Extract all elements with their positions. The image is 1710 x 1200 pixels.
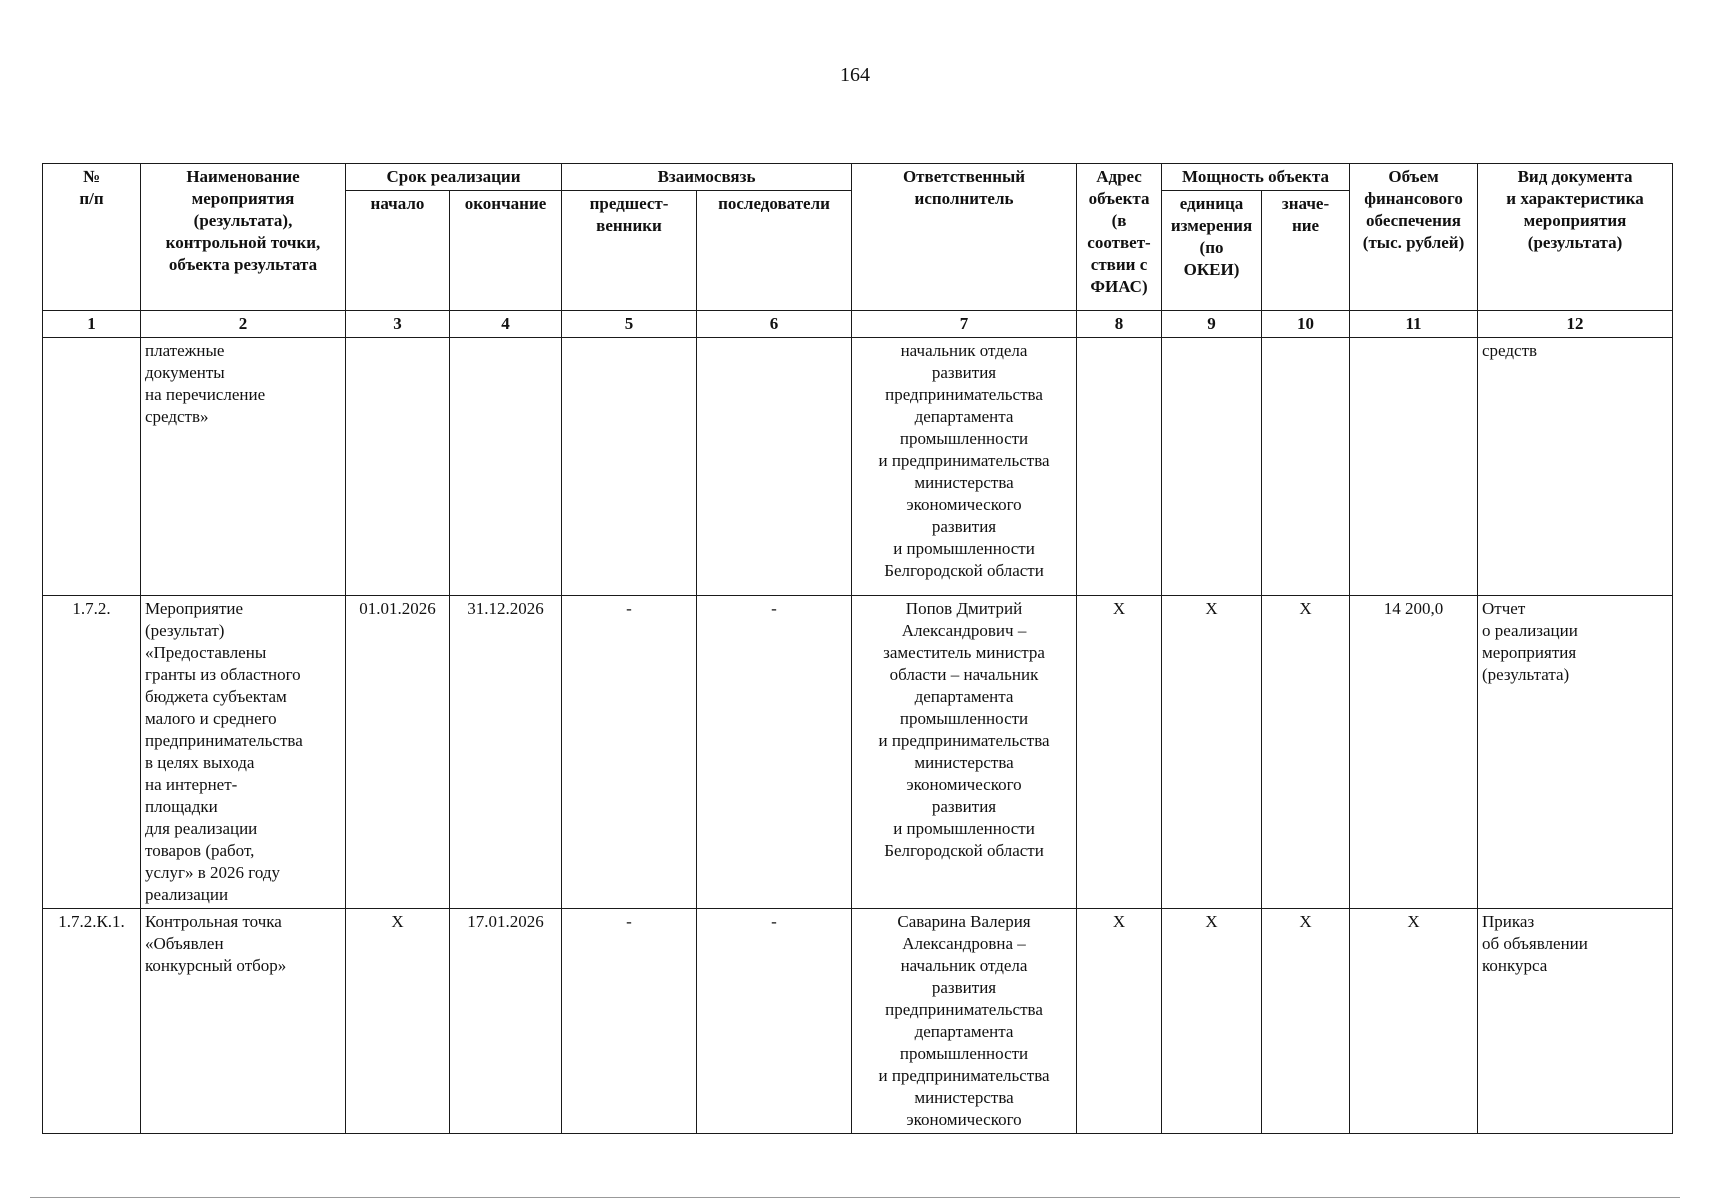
row-num [43, 338, 141, 596]
column-number: 12 [1478, 311, 1673, 338]
row-responsible: начальник отдела развития предпринимательства департамента промышленности и предпринимательства министерства экономического развития и промышленности Белгородской области [852, 338, 1077, 596]
page-number: 164 [840, 64, 870, 86]
table-row [43, 338, 1673, 596]
header-address: Адрес объекта (в соответ- ствии с ФИАС) [1077, 164, 1162, 311]
scan-bottom-rule [30, 1197, 1680, 1198]
header-predecessors: предшест- венники [562, 191, 697, 311]
column-number: 9 [1162, 311, 1262, 338]
column-number: 3 [346, 311, 450, 338]
column-number: 11 [1350, 311, 1478, 338]
table-row [43, 596, 1673, 909]
header-relation: Взаимосвязь [562, 164, 852, 191]
row-funding: X [1350, 909, 1478, 1134]
header-funding: Объем финансового обеспечения (тыс. рублей) [1350, 164, 1478, 311]
column-number: 6 [697, 311, 852, 338]
column-number: 7 [852, 311, 1077, 338]
header-successors: последователи [697, 191, 852, 311]
row-name: платежные документы на перечисление средств» [141, 338, 346, 596]
row-doc: Приказ об объявлении конкурса [1478, 909, 1673, 1134]
row-unit: X [1162, 909, 1262, 1134]
header-name: Наименование мероприятия (результата), контрольной точки, объекта результата [141, 164, 346, 311]
row-value: X [1262, 596, 1350, 909]
column-number: 10 [1262, 311, 1350, 338]
row-predecessors: - [562, 909, 697, 1134]
row-value [1262, 338, 1350, 596]
row-predecessors [562, 338, 697, 596]
row-unit: X [1162, 596, 1262, 909]
row-end [450, 338, 562, 596]
row-address: X [1077, 596, 1162, 909]
row-predecessors: - [562, 596, 697, 909]
plan-table [42, 163, 1673, 1134]
header-doc-type: Вид документа и характеристика мероприятия (результата) [1478, 164, 1673, 311]
row-address: X [1077, 909, 1162, 1134]
column-number: 4 [450, 311, 562, 338]
row-successors: - [697, 909, 852, 1134]
row-end: 31.12.2026 [450, 596, 562, 909]
row-name: Мероприятие (результат) «Предоставлены гранты из областного бюджета субъектам малого и среднего предпринимательства в целях выхода на интернет- площадки для реализации товаров (работ, услуг» в 2026 году реализации [141, 596, 346, 909]
column-number: 5 [562, 311, 697, 338]
row-doc: Отчет о реализации мероприятия (результата) [1478, 596, 1673, 909]
row-responsible: Попов Дмитрий Александрович – заместитель министра области – начальник департамента промышленности и предпринимательства министерства экономического развития и промышленности Белгородской области [852, 596, 1077, 909]
row-value: X [1262, 909, 1350, 1134]
row-num: 1.7.2. [43, 596, 141, 909]
row-successors: - [697, 596, 852, 909]
row-start: 01.01.2026 [346, 596, 450, 909]
row-successors [697, 338, 852, 596]
row-funding [1350, 338, 1478, 596]
column-number: 1 [43, 311, 141, 338]
header-period: Срок реализации [346, 164, 562, 191]
row-funding: 14 200,0 [1350, 596, 1478, 909]
header-value: значе- ние [1262, 191, 1350, 311]
row-doc: средств [1478, 338, 1673, 596]
row-unit [1162, 338, 1262, 596]
row-responsible: Саварина Валерия Александровна – начальник отдела развития предпринимательства департамента промышленности и предпринимательства министерства экономического [852, 909, 1077, 1134]
header-responsible: Ответственный исполнитель [852, 164, 1077, 311]
header-period-start: начало [346, 191, 450, 311]
row-num: 1.7.2.К.1. [43, 909, 141, 1134]
row-start [346, 338, 450, 596]
row-end: 17.01.2026 [450, 909, 562, 1134]
header-row-top [43, 164, 1673, 191]
column-number: 2 [141, 311, 346, 338]
header-period-end: окончание [450, 191, 562, 311]
header-num: № п/п [43, 164, 141, 311]
row-name: Контрольная точка «Объявлен конкурсный отбор» [141, 909, 346, 1134]
table-row [43, 909, 1673, 1134]
column-number: 8 [1077, 311, 1162, 338]
header-unit: единица измерения (по ОКЕИ) [1162, 191, 1262, 311]
row-address [1077, 338, 1162, 596]
header-capacity: Мощность объекта [1162, 164, 1350, 191]
row-start: X [346, 909, 450, 1134]
column-number-row [43, 311, 1673, 338]
